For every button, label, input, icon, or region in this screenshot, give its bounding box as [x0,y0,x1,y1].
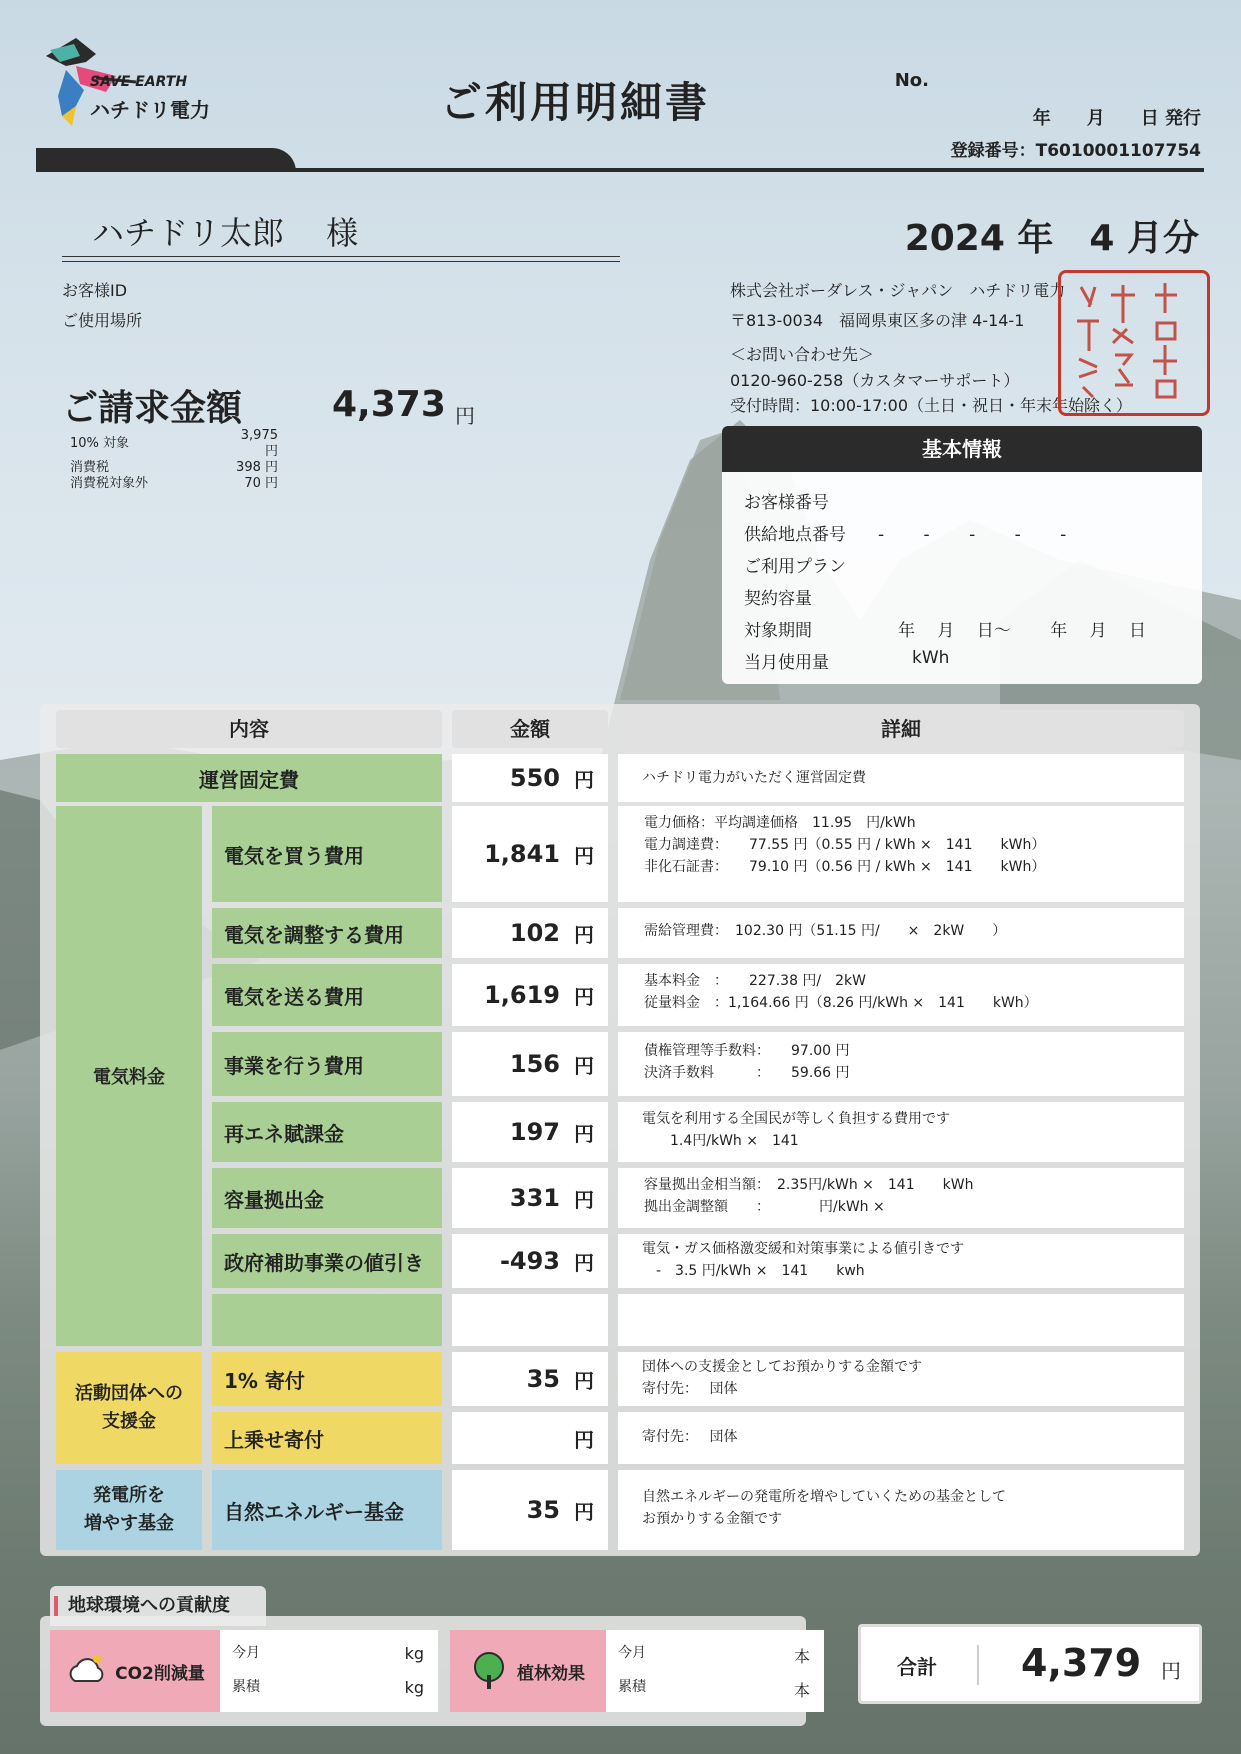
row-capacity-contribution-label: 容量拠出金 [212,1168,442,1228]
header-detail: 詳細 [618,710,1184,748]
tax-row [66,460,282,476]
tax-row [66,476,282,492]
usage-label: 当月使用量 [744,653,829,673]
yen-unit: 円 [574,1427,594,1452]
eco-contribution-title: 地球環境への貢献度 [50,1586,266,1626]
period-value: 年 月 日〜 年 月 日 [898,621,1147,641]
company-address: 〒813-0034 福岡県東区多の津 4-14-1 [730,311,1025,330]
amount-value: -493 [499,1247,560,1275]
detail-line: 決済手数料 ： 59.66 円 [644,1065,850,1081]
row-empty-amount [452,1294,608,1346]
billing-yen: 円 [455,404,475,428]
basic-info-panel [722,426,1202,684]
customer-name: ハチドリ太郎 様 [92,214,359,252]
tree-label: 植林効果 [517,1663,585,1684]
row-adjust-detail [618,908,1184,958]
detail-line: 1.4円/kWh × 141 [642,1133,799,1149]
name-underline [62,261,620,262]
detail-line: 容量拠出金相当額： 2.35円/kWh × 141 kWh [644,1177,974,1193]
detail-line: 寄付先： 団体 [642,1429,738,1445]
row-subsidy-discount-label: 政府補助事業の値引き [212,1234,442,1288]
yen-unit: 円 [574,1053,594,1078]
group-power-plant-fund: 発電所を 増やす基金 [56,1470,202,1550]
tax-row [66,428,282,460]
detail-line: 自然エネルギーの発電所を増やしていくための基金として [642,1489,1006,1505]
row-business-label: 事業を行う費用 [212,1032,442,1096]
issue-date: 年 月 日 発行 [1032,108,1201,129]
detail-line: 電力価格：平均調達価格 11.95 円/kWh [644,815,916,831]
usage-location-label: ご使用場所 [62,311,143,330]
co2-reduction-label-cell [50,1630,220,1712]
detail-line: お預かりする金額です [642,1511,782,1527]
yen-unit: 円 [574,1187,594,1212]
amount-value: 102 [509,919,560,947]
cumulative-label: 累積 [232,1679,260,1695]
contact-phone: 0120-960-258（カスタマーサポート） [730,371,1020,390]
group-electricity: 電気料金 [56,806,202,1346]
yen-unit: 円 [574,1121,594,1146]
row-donation-detail [618,1352,1184,1406]
row-transmit-detail [618,964,1184,1026]
capacity-label: 契約容量 [744,589,812,609]
row-buy-amount [452,806,608,902]
plan-label: ご利用プラン [744,557,846,577]
detail-line: 債権管理等手数料： 97.00 円 [644,1043,850,1059]
amount-value: 550 [509,764,560,792]
cloud-co2-icon [65,1653,105,1689]
yen-unit: 円 [574,843,594,868]
group-support: 活動団体への 支援金 [56,1352,202,1464]
period-label: 対象期間 [744,621,812,641]
amount-value: 1,841 [484,840,560,868]
amount-value: 1,619 [484,981,560,1009]
company-seal-stamp [1058,270,1210,416]
yen-unit: 円 [574,1250,594,1275]
fixed-fee-detail: ハチドリ電力がいただく運営固定費 [618,754,1184,802]
row-renewable-levy-detail [618,1102,1184,1162]
header-content: 内容 [56,710,442,748]
fixed-fee-label: 運営固定費 [56,754,442,802]
registration-number: 登録番号：T6010001107754 [950,141,1201,161]
detail-line: 電気・ガス価格激変緩和対策事業による値引きです [642,1241,964,1257]
logo-text: ハチドリ電力 [90,98,210,122]
detail-line: 寄付先： 団体 [642,1381,738,1397]
row-capacity-contribution-detail [618,1168,1184,1228]
this-month-label: 今月 [618,1645,646,1661]
fixed-fee-amount [452,754,608,802]
total-amount: 4,379 [1021,1641,1142,1685]
contact-label: ＜お問い合わせ先＞ [730,345,875,364]
total-yen: 円 [1161,1659,1181,1683]
row-capacity-contribution-amount [452,1168,608,1228]
row-renewable-fund-detail [618,1470,1184,1550]
row-adjust-amount [452,908,608,958]
total-divider [977,1645,979,1685]
row-renewable-fund-amount [452,1470,608,1550]
row-renewable-levy-amount [452,1102,608,1162]
co2-label: CO2削減量 [115,1663,205,1684]
row-transmit-amount [452,964,608,1026]
row-additional-donation-label: 上乗せ寄付 [212,1412,442,1464]
billing-month: 2024 年 4 月分 [904,218,1199,259]
co2-values [220,1630,438,1712]
yen-unit: 円 [574,1499,594,1524]
amount-value: 331 [509,1184,560,1212]
tree-unit: 本 [793,1647,810,1666]
amount-value: 197 [509,1118,560,1146]
tree-unit: 本 [793,1681,810,1700]
tax-value: 70 円 [244,476,278,491]
row-empty-label [212,1294,442,1346]
tax-label: 10% 対象 [70,436,130,451]
this-month-label: 今月 [232,1645,260,1661]
tree-planting-label-cell [450,1630,606,1712]
document-number-label: No. [894,70,929,91]
row-empty-detail [618,1294,1184,1346]
detail-line: 非化石証書： 79.10 円（0.56 円 / kWh × 141 kWh） [644,859,1046,875]
yen-unit: 円 [574,984,594,1009]
yen-unit: 円 [574,922,594,947]
supply-point-label: 供給地点番号 [744,525,846,545]
row-renewable-levy-label: 再エネ賦課金 [212,1102,442,1162]
row-buy-label: 電気を買う費用 [212,806,442,902]
eco-contribution-panel [40,1616,810,1726]
supply-point-value: - - - - - [878,525,1067,545]
amount-value: 156 [509,1050,560,1078]
tree-icon [471,1651,507,1691]
tree-values [606,1630,824,1712]
tax-label: 消費税対象外 [70,476,149,491]
detail-line: 電力調達費： 77.55 円（0.55 円 / kWh × 141 kWh） [644,837,1046,853]
basic-info-title: 基本情報 [722,426,1202,472]
tax-breakdown [66,428,282,492]
amount-value: 35 [526,1365,560,1393]
seal-icon [1061,273,1201,407]
company-name: 株式会社ボーダレス・ジャパン ハチドリ電力 [730,281,1066,300]
total-label: 合計 [897,1655,937,1679]
header-amount: 金額 [452,710,608,748]
customer-id-label: お客様ID [62,281,128,300]
row-donation-label: 1% 寄付 [212,1352,442,1406]
row-donation-amount [452,1352,608,1406]
yen-unit: 円 [574,1368,594,1393]
detail-line: 需給管理費： 102.30 円（51.15 円/ × 2kW ） [644,923,1007,939]
logo-tagline: SAVE EARTH [90,74,188,90]
row-business-amount [452,1032,608,1096]
usage-unit: kWh [912,648,950,668]
name-underline [62,256,620,257]
tax-value: 398 円 [236,460,278,475]
detail-line: 基本料金 ： 227.38 円/ 2kW [644,973,867,989]
header-rule [36,168,1204,172]
row-additional-donation-amount [452,1412,608,1464]
hachidori-logo [36,36,236,131]
detail-line: 団体への支援金としてお預かりする金額です [642,1359,922,1375]
yen-unit: 円 [574,767,594,792]
detail-line: 拠出金調整額 ： 円/kWh × [644,1199,885,1215]
tax-value: 3,975 円 [240,428,278,459]
contact-hours: 受付時間：10:00-17:00（土日・祝日・年末年始除く） [730,396,1132,415]
tax-label: 消費税 [70,460,110,475]
document-title: ご利用明細書 [440,78,711,127]
cumulative-label: 累積 [618,1679,646,1695]
kg-unit: kg [404,1644,424,1663]
detail-line: 電気を利用する全国民が等しく負担する費用です [642,1111,950,1127]
billing-amount-label: ご請求金額 [62,388,243,429]
row-subsidy-discount-detail [618,1234,1184,1288]
row-transmit-label: 電気を送る費用 [212,964,442,1026]
total-box [858,1624,1202,1704]
row-additional-donation-detail [618,1412,1184,1464]
row-subsidy-discount-amount [452,1234,608,1288]
row-renewable-fund-label: 自然エネルギー基金 [212,1470,442,1550]
amount-value: 35 [526,1496,560,1524]
row-business-detail [618,1032,1184,1096]
detail-line: - 3.5 円/kWh × 141 kwh [642,1263,865,1279]
customer-number-label: お客様番号 [744,493,829,513]
row-adjust-label: 電気を調整する費用 [212,908,442,958]
kg-unit: kg [404,1678,424,1697]
detail-line: 従量料金 ：1,164.66 円（8.26 円/kWh × 141 kWh） [644,995,1038,1011]
billing-amount: 4,373 [332,384,446,425]
row-buy-detail [618,806,1184,902]
